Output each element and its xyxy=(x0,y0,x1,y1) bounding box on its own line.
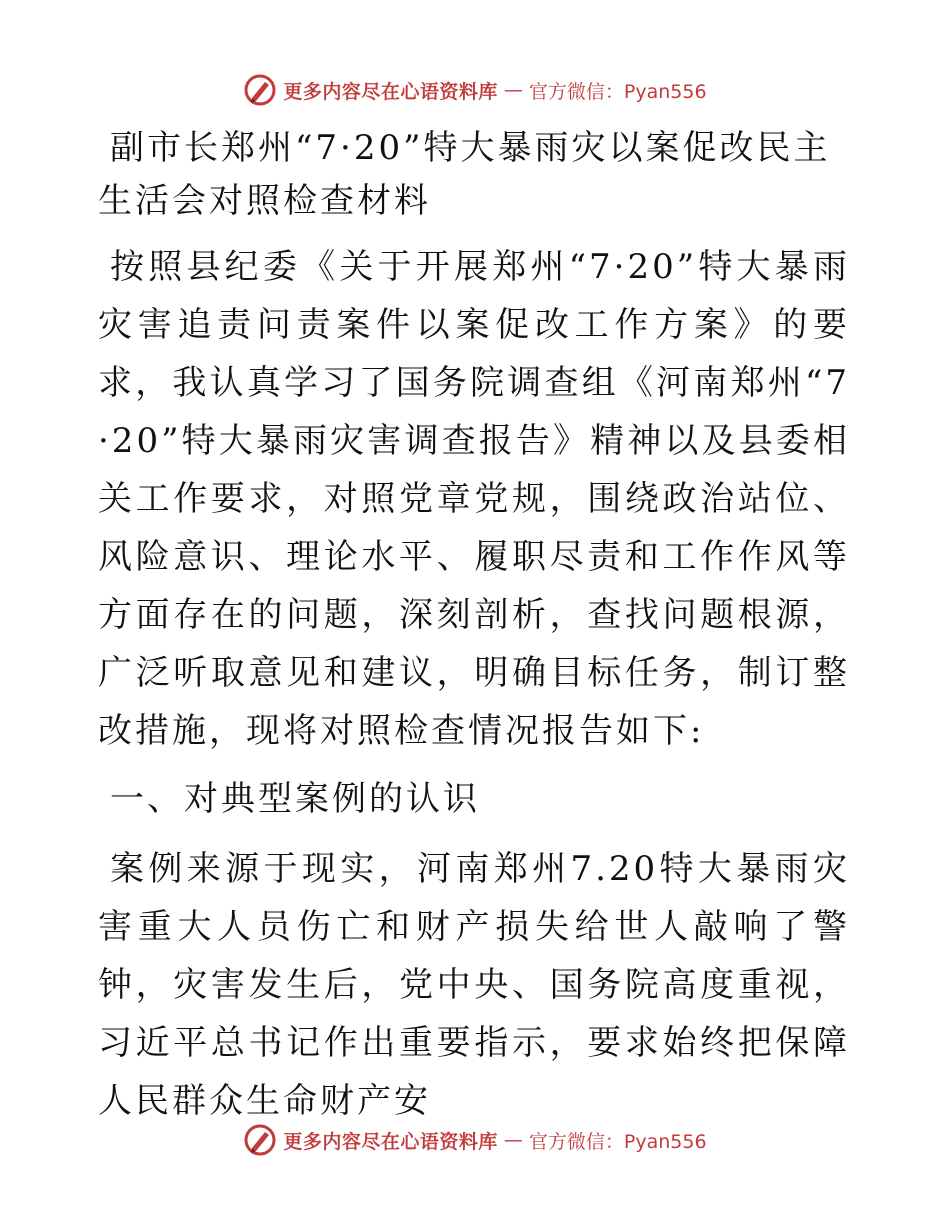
watermark-header xyxy=(0,70,950,110)
section-paragraph: 案例来源于现实，河南郑州7.20特大暴雨灾害重大人员伤亡和财产损失给世人敲响了警钟，灾害发生后，党中央、国务院高度重视，习近平总书记作出重要指示，要求始终把保障人民群众生命财产安 xyxy=(98,849,850,1121)
watermark-footer xyxy=(0,1120,950,1160)
watermark-main-text: 更多内容尽在心语资料库 xyxy=(283,80,498,103)
watermark-wechat-text: 官方微信：Pyan556 xyxy=(528,80,707,103)
pen-circle-logo-icon xyxy=(243,73,277,107)
document-title: 副市长郑州“7·20”特大暴雨灾以案促改民主生活会对照检查材料 xyxy=(98,128,831,221)
section-heading: 一、对典型案例的认识 xyxy=(110,779,480,819)
pen-circle-logo-icon xyxy=(243,1123,277,1157)
document-body xyxy=(98,122,850,1140)
watermark-separator: — xyxy=(503,79,523,101)
watermark-wechat-text: 官方微信：Pyan556 xyxy=(528,1130,707,1153)
intro-paragraph: 按照县纪委《关于开展郑州“7·20”特大暴雨灾害追责问责案件以案促改工作方案》的要求，我认真学习了国务院调查组《河南郑州“7·20”特大暴雨灾害调查报告》精神以及县委相关工作要求，对照党章党规，围绕政治站位、风险意识、理论水平、履职尽责和工作作风等方面存在的问题，深刻剖析，查找问题根源，广泛听取意见和建议，明确目标任务，制订整改措施，现将对照检查情况报告如下: xyxy=(98,247,850,751)
watermark-separator: — xyxy=(503,1129,523,1151)
watermark-main-text: 更多内容尽在心语资料库 xyxy=(283,1130,498,1153)
